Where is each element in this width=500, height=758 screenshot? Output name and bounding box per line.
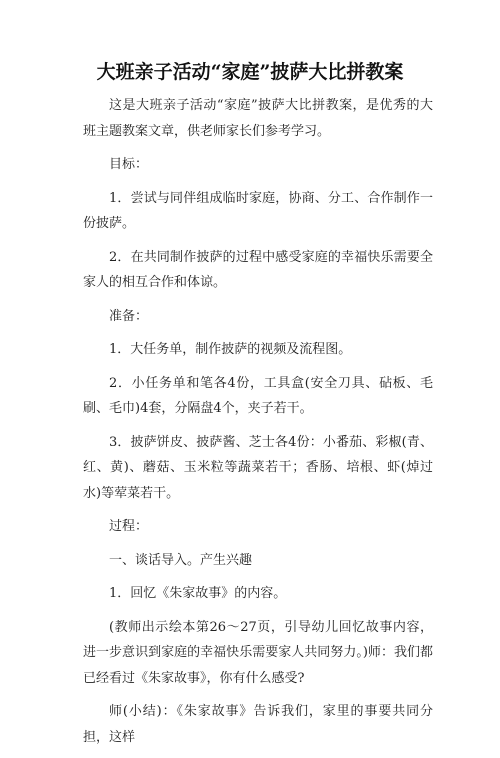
goal-item-2: 2．在共同制作披萨的过程中感受家庭的幸福快乐需要全家人的相互合作和体谅。 (83, 249, 433, 290)
heading-goals: 目标： (109, 157, 149, 172)
document-body (83, 93, 433, 758)
process-step-1: 一、谈话导入。产生兴趣 (109, 552, 253, 568)
paragraph-intro: 这是大班亲子活动“家庭”披萨大比拼教案，是优秀的大班主题教案文章，供老师家长们参考学习。 (83, 98, 433, 139)
document-title: 大班亲子活动“家庭”披萨大比拼教案 (96, 61, 404, 83)
preparation-item-3: 3．披萨饼皮、披萨酱、芝士各4份：小番茄、彩椒(青、红、黄)、蘑菇、玉米粒等蔬菜若干；香肠、培根、虾(焯过水)等荤菜若干。 (83, 434, 433, 501)
heading-process: 过程： (109, 519, 149, 534)
process-item-1: 1．回忆《朱家故事》的内容。 (109, 586, 287, 601)
heading-preparation: 准备： (109, 308, 149, 324)
process-teacher-summary: 师(小结)：《朱家故事》告诉我们，家里的事要共同分担，这样 (83, 704, 433, 745)
preparation-item-2: 2．小任务单和笔各4份，工具盒(安全刀具、砧板、毛刷、毛巾)4套，分隔盘4个，夹子若干。 (83, 375, 433, 416)
goal-item-1: 1．尝试与同伴组成临时家庭，协商、分工、合作制作一份披萨。 (83, 190, 433, 231)
process-teacher-note: (教师出示绘本第26～27页，引导幼儿回忆故事内容，进一步意识到家庭的幸福快乐需要家人共同努力。)师：我们都已经看过《朱家故事》，你有什么感受? (83, 619, 433, 686)
preparation-item-1: 1．大任务单，制作披萨的视频及流程图。 (109, 342, 352, 357)
